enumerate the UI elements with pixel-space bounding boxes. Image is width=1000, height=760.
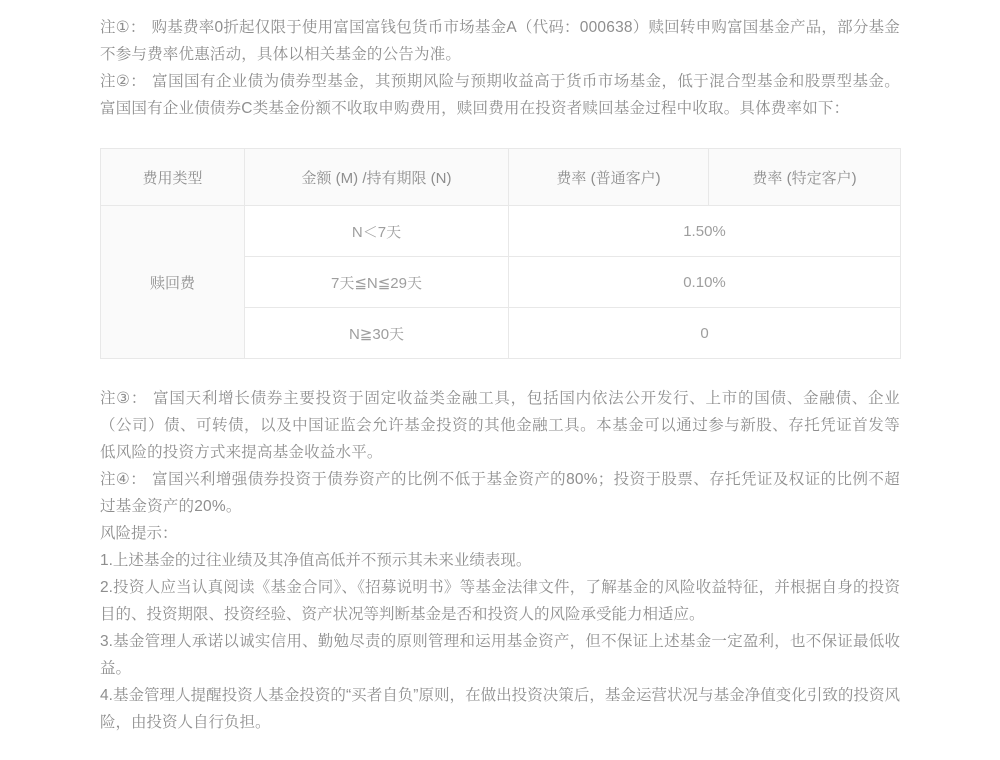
note-4: [100, 466, 900, 520]
note-2: [100, 68, 900, 122]
table-row: [101, 206, 901, 257]
column-header-fee-type: 费用类型: [101, 149, 245, 206]
note-3-label: 注③：: [100, 390, 148, 407]
note-2-text: 富国国有企业债为债券型基金，其预期风险与预期收益高于货币市场基金，低于混合型基金和股票型基金。富国国有企业债债券C类基金份额不收取申购费用，赎回费用在投资者赎回基金过程中收取。具体费率如下：: [100, 73, 901, 117]
column-header-rate-normal: 费率 (普通客户): [509, 149, 709, 206]
note-2-label: 注②：: [100, 73, 147, 90]
risk-item-3: 3.基金管理人承诺以诚实信用、勤勉尽责的原则管理和运用基金资产，但不保证上述基金一定盈利，也不保证最低收益。: [100, 633, 900, 677]
cell-term-3: N≧30天: [245, 308, 509, 359]
cell-rate-3: 0: [509, 308, 901, 359]
fee-table-head: [101, 149, 901, 206]
cell-rate-2: 0.10%: [509, 257, 901, 308]
cell-rate-1: 1.50%: [509, 206, 901, 257]
note-1-text: 购基费率0折起仅限于使用富国富钱包货币市场基金A（代码：000638）赎回转申购富国基金产品，部分基金不参与费率优惠活动，具体以相关基金的公告为准。: [100, 19, 901, 63]
cell-term-2: 7天≦N≦29天: [245, 257, 509, 308]
note-3: [100, 385, 900, 466]
note-3-text: 富国天利增长债券主要投资于固定收益类金融工具，包括国内依法公开发行、上市的国债、金融债、企业（公司）债、可转债，以及中国证监会允许基金投资的其他金融工具。本基金可以通过参与新股、存托凭证首发等低风险的投资方式来提高基金收益水平。: [100, 390, 900, 461]
table-header-row: [101, 149, 901, 206]
fee-table-body: [101, 206, 901, 359]
note-1: [100, 14, 900, 68]
risk-disclosure-section: [100, 520, 900, 736]
row-label-redemption-fee: 赎回费: [101, 206, 245, 359]
note-4-text: 富国兴利增强债券投资于债券资产的比例不低于基金资产的80%；投资于股票、存托凭证及权证的比例不超过基金资产的20%。: [100, 471, 900, 515]
risk-item-4: 4.基金管理人提醒投资人基金投资的“买者自负”原则，在做出投资决策后，基金运营状况与基金净值变化引致的投资风险，由投资人自行负担。: [100, 687, 900, 731]
column-header-rate-special: 费率 (特定客户): [709, 149, 901, 206]
risk-title: 风险提示：: [100, 525, 178, 542]
note-4-label: 注④：: [100, 471, 147, 488]
fee-table-wrapper: [100, 148, 900, 359]
fee-table: [100, 148, 901, 359]
cell-term-1: N＜7天: [245, 206, 509, 257]
risk-item-2: 2.投资人应当认真阅读《基金合同》、《招募说明书》等基金法律文件，了解基金的风险收益特征，并根据自身的投资目的、投资期限、投资经验、资产状况等判断基金是否和投资人的风险承受能力相适应。: [100, 579, 900, 623]
column-header-amount-term: 金额 (M) /持有期限 (N): [245, 149, 509, 206]
risk-item-1: 1.上述基金的过往业绩及其净值高低并不预示其未来业绩表现。: [100, 552, 532, 569]
note-1-label: 注①：: [100, 19, 146, 36]
